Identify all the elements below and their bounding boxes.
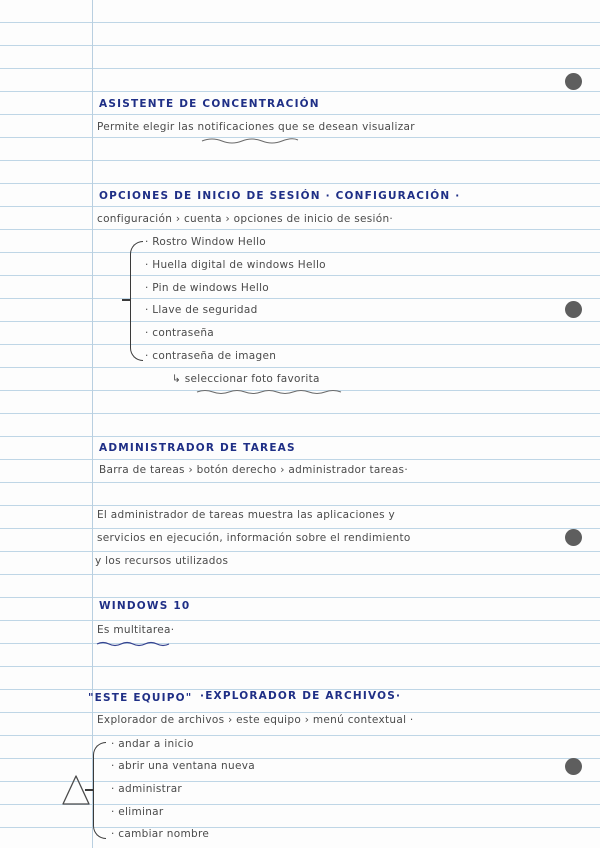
list-item: · contraseña de imagen xyxy=(145,350,277,362)
list-item: · Huella digital de windows Hello xyxy=(145,259,326,271)
binder-hole xyxy=(565,758,582,775)
list-item: · administrar xyxy=(111,783,183,795)
binder-hole xyxy=(565,529,582,546)
file-explorer-path: Explorador de archivos › este equipo › menú contextual · xyxy=(97,714,414,726)
list-item: · Pin de windows Hello xyxy=(145,282,270,294)
section-heading-file-explorer: ·EXPLORADOR DE ARCHIVOS· xyxy=(200,690,402,702)
list-item: · contraseña xyxy=(145,327,215,339)
list-item: · Rostro Window Hello xyxy=(145,236,267,248)
list-item: · eliminar xyxy=(111,806,164,818)
section-heading-focus-assist: ASISTENTE DE CONCENTRACIÓN xyxy=(99,98,320,110)
list-item: · andar a inicio xyxy=(111,738,194,750)
underline-squiggle xyxy=(95,640,175,648)
brace xyxy=(130,241,143,361)
list-item: · cambiar nombre xyxy=(111,828,210,840)
section-heading-windows-10: WINDOWS 10 xyxy=(99,600,191,612)
margin-line xyxy=(92,0,93,848)
brace xyxy=(93,742,106,839)
task-manager-paragraph-line: y los recursos utilizados xyxy=(95,555,229,567)
task-manager-paragraph-line: El administrador de tareas muestra las aplicaciones y xyxy=(97,509,396,521)
section-heading-this-pc: "ESTE EQUIPO" xyxy=(88,692,193,704)
binder-hole xyxy=(565,301,582,318)
focus-assist-description: Permite elegir las notificaciones que se desean visualizar xyxy=(97,121,415,133)
binder-hole xyxy=(565,73,582,90)
underline-squiggle xyxy=(195,388,345,396)
task-manager-paragraph-line: servicios en ejecución, información sobre el rendimiento xyxy=(97,532,411,544)
task-manager-path: Barra de tareas › botón derecho › administrador tareas· xyxy=(99,464,408,476)
warning-triangle-icon xyxy=(60,773,92,807)
list-item: · Llave de seguridad xyxy=(145,304,258,316)
section-heading-sign-in-options: OPCIONES DE INICIO DE SESIÓN · CONFIGURACIÓN · xyxy=(99,190,461,202)
sign-in-options-path: configuración › cuenta › opciones de inicio de sesión· xyxy=(97,213,394,225)
list-subitem: ↳ seleccionar foto favorita xyxy=(172,373,320,385)
windows-10-description: Es multitarea· xyxy=(97,624,175,636)
list-item: · abrir una ventana nueva xyxy=(111,760,255,772)
brace-tip xyxy=(122,299,130,301)
underline-squiggle xyxy=(200,136,300,144)
section-heading-task-manager: ADMINISTRADOR DE TAREAS xyxy=(99,442,296,454)
